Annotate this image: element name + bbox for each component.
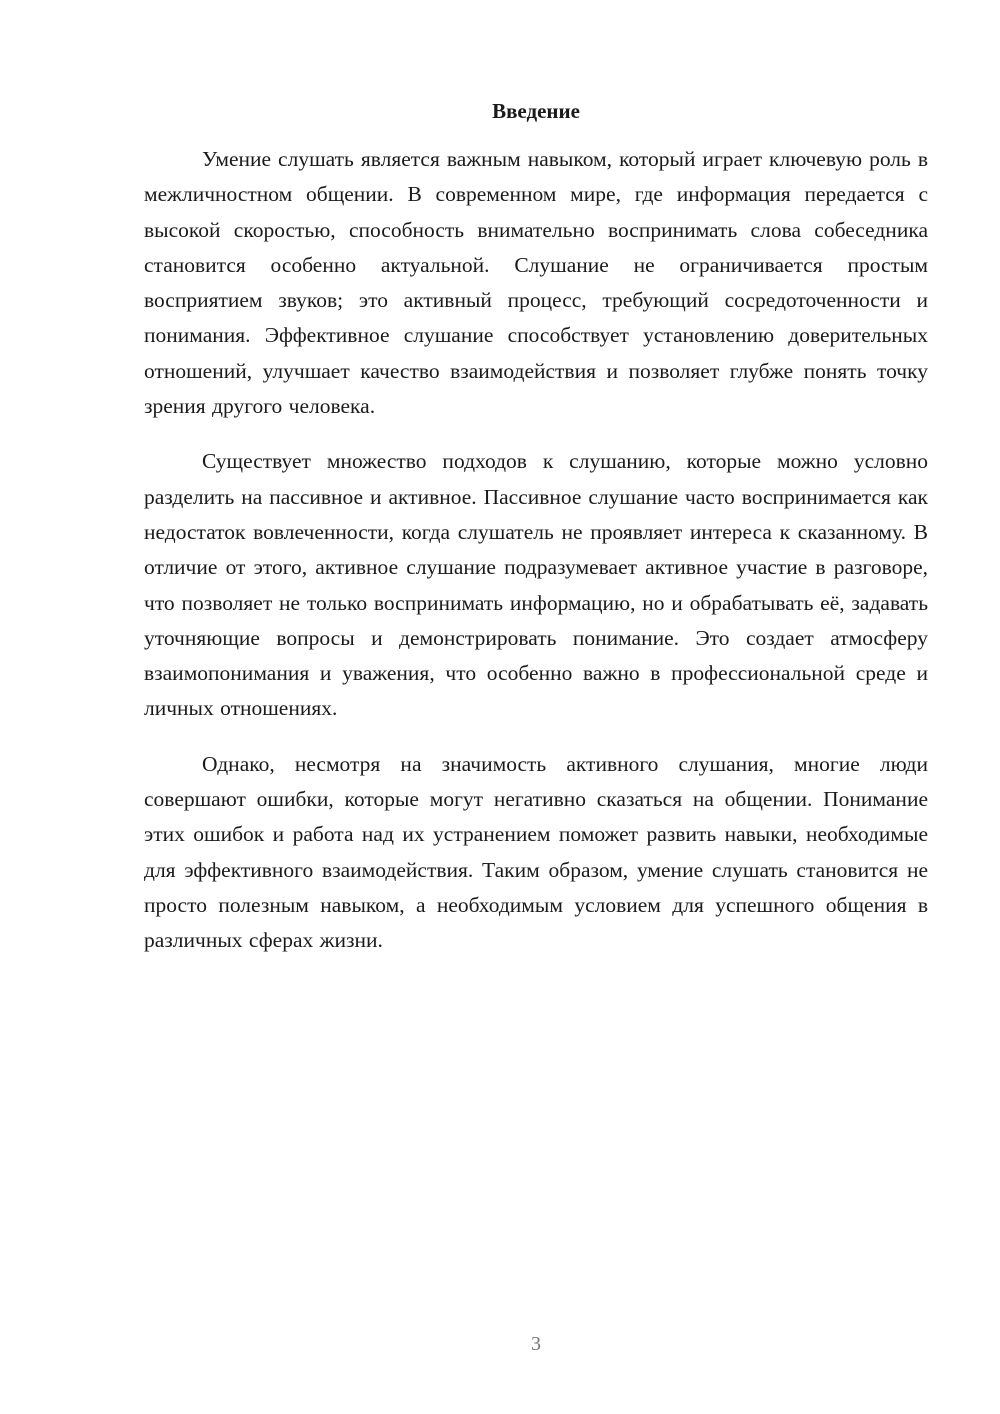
page-number: 3	[531, 1333, 541, 1355]
paragraph-1: Умение слушать является важным навыком, который играет ключевую роль в межличностном общении. В современном мире, где информация передается с высокой скоростью, способность внимательно воспринимать слова собеседника становится особенно актуальной. Слушание не ограничивается простым восприятием звуков; это активный процесс, требующий сосредоточенности и понимания. Эффективное слушание способствует установлению доверительных отношений, улучшает качество взаимодействия и позволяет глубже понять точку зрения другого человека.	[144, 147, 928, 419]
body-text	[144, 142, 928, 979]
paragraph-3: Однако, несмотря на значимость активного слушания, многие люди совершают ошибки, которые могут негативно сказаться на общении. Понимание этих ошибок и работа над их устранением поможет развить навыки, необходимые для эффективного взаимодействия. Таким образом, умение слушать становится не просто полезным навыком, а необходимым условием для успешного общения в различных сферах жизни.	[144, 751, 928, 953]
paragraph-2: Существует множество подходов к слушанию, которые можно условно разделить на пассивное и активное. Пассивное слушание часто воспринимается как недостаток вовлеченности, когда слушатель не проявляет интереса к сказанному. В отличие от этого, активное слушание подразумевает активное участие в разговоре, что позволяет не только воспринимать информацию, но и обрабатывать её, задавать уточняющие вопросы и демонстрировать понимание. Это создает атмосферу взаимопонимания и уважения, что особенно важно в профессиональной среде и личных отношениях.	[144, 449, 928, 721]
page-title: Введение	[492, 99, 580, 123]
